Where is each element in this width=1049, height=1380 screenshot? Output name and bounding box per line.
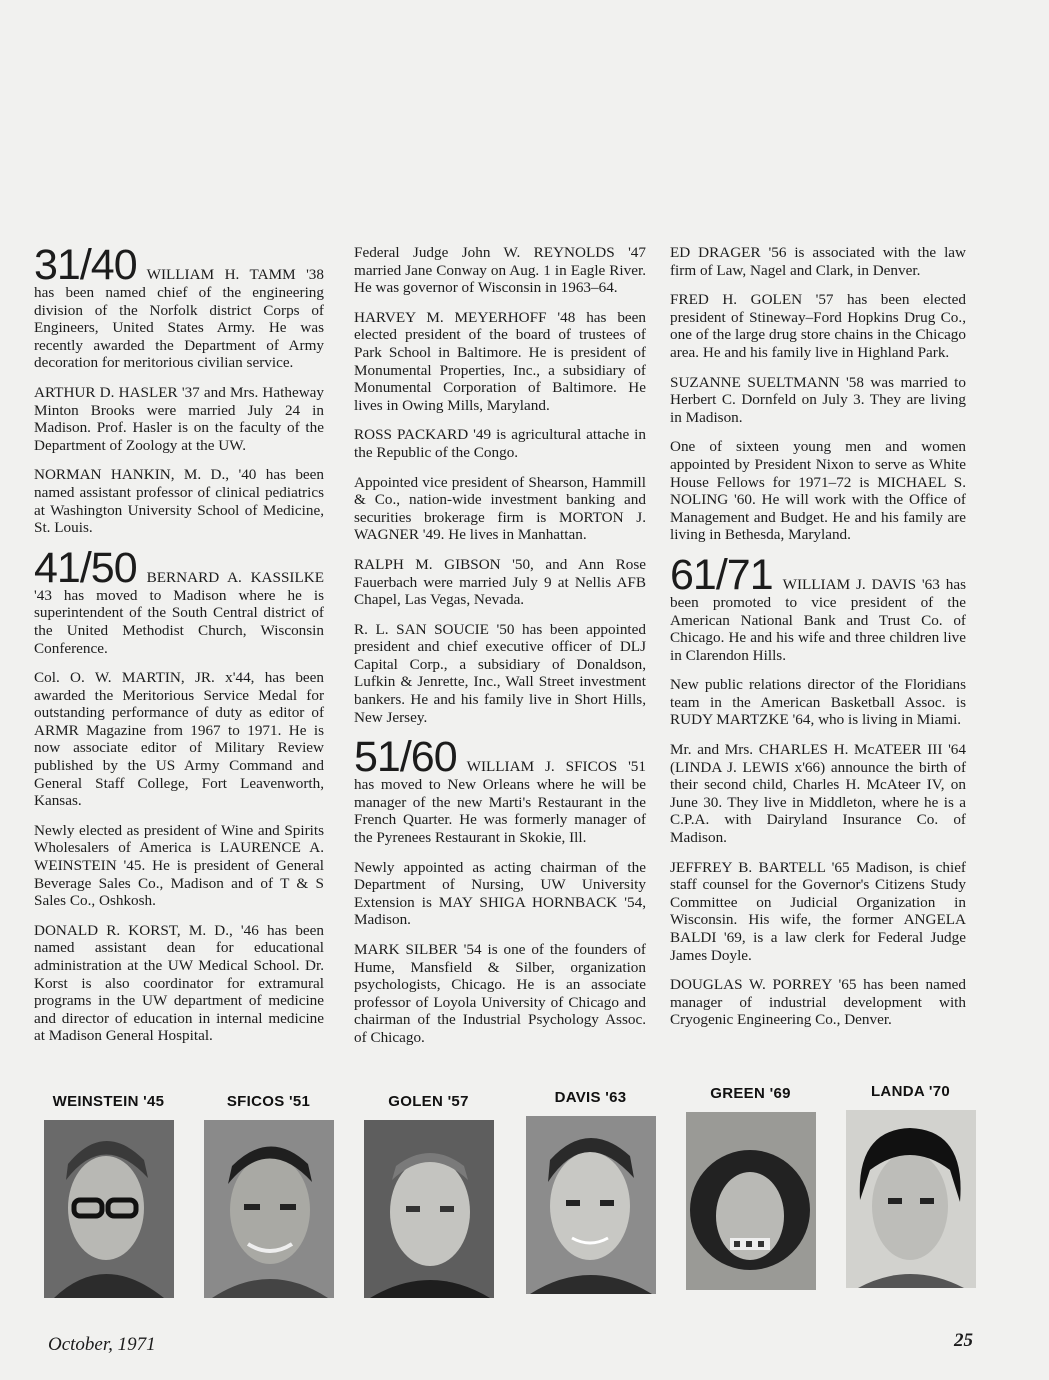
- photo-weinstein: [36, 1090, 181, 1298]
- entry-kassilke: 41/50 BERNARD A. KASSILKE '43 has moved to Madison where he is superintendent of the South Central district of the United Methodist Church, Wisconsin Conference.: [34, 543, 324, 657]
- photo-golen: [356, 1090, 501, 1298]
- photo-davis: [518, 1086, 663, 1294]
- entry-mcateer: Mr. and Mrs. CHARLES H. McATEER III '64 (LINDA J. LEWIS x'66) announce the birth of their second child, Charles H. McAteer IV, on June 30. They live in Middleton, where he is a C.P.A. with Dairyland Insurance Co. of Madison.: [670, 741, 966, 847]
- entry-gibson: RALPH M. GIBSON '50, and Ann Rose Fauerbach were married July 9 at Nellis AFB Chapel, Las Vegas, Nevada.: [354, 555, 646, 609]
- portrait-image: [686, 1112, 816, 1290]
- page-number: 25: [954, 1330, 973, 1351]
- column-2: [354, 244, 646, 1059]
- entry-silber: MARK SILBER '54 is one of the founders of Hume, Mansfield & Silber, organization psychologists, Chicago. He is an associate professor of Loyola University of Chicago and chairman of the Industrial Psychology Assoc. of Chicago.: [354, 941, 646, 1046]
- photo-caption: GREEN '69: [710, 1085, 791, 1102]
- portrait-image: [364, 1120, 494, 1298]
- portrait-sficos-image: [204, 1120, 334, 1298]
- entry-martzke: New public relations director of the Floridians team in the American Basketball Assoc. is RUDY MARTZKE '64, who is living in Miami.: [670, 676, 966, 729]
- entry-drager: ED DRAGER '56 is associated with the law firm of Law, Nagel and Clark, in Denver.: [670, 244, 966, 279]
- entry-porrey: DOUGLAS W. PORREY '65 has been named manager of industrial development with Cryogenic Engineering Co., Denver.: [670, 976, 966, 1029]
- column-1: [34, 241, 324, 1057]
- portrait-golen-image: [364, 1120, 494, 1298]
- entry-davis: 61/71 WILLIAM J. DAVIS '63 has been promoted to vice president of the American National Bank and Trust Co. of Chicago. He and his wife and three children live in Clarendon Hills.: [670, 550, 966, 664]
- column-3: [670, 244, 966, 1041]
- portrait-image: [846, 1110, 976, 1288]
- entry-hornback: Newly appointed as acting chairman of the Department of Nursing, UW University Extension is MAY SHIGA HORNBACK '54, Madison.: [354, 858, 646, 929]
- photo-caption: WEINSTEIN '45: [52, 1093, 165, 1110]
- entry-korst: DONALD R. KORST, M. D., '46 has been named assistant dean for educational administration at the UW Medical School. Dr. Korst is also coordinator for extramural programs in the UW department of medicine and director of education in internal medicine at Madison General Hospital.: [34, 921, 324, 1045]
- photo-green: [678, 1082, 823, 1290]
- entry-noling: One of sixteen young men and women appointed by President Nixon to serve as White House Fellows for 1971–72 is MICHAEL S. NOLING '60. He will work with the Office of Management and Budget. He and his family are living in Bethesda, Maryland.: [670, 438, 966, 544]
- entry-reynolds: Federal Judge John W. REYNOLDS '47 married Jane Conway on Aug. 1 in Eagle River. He was governor of Wisconsin in 1963–64.: [354, 244, 646, 297]
- section-heading-51-60: 51/60: [354, 733, 457, 782]
- entry-golen: FRED H. GOLEN '57 has been elected president of Stineway–Ford Hopkins Drug Co., one of the large drug store chains in the Chicago area. He and his family live in Highland Park.: [670, 291, 966, 361]
- photo-caption: GOLEN '57: [388, 1093, 469, 1110]
- entry-hankin: NORMAN HANKIN, M. D., '40 has been named assistant professor of clinical pediatrics at Washington University School of Medicine, St. Louis.: [34, 466, 324, 537]
- entry-bartell: JEFFREY B. BARTELL '65 Madison, is chief staff counsel for the Governor's Citizens Study Committee on Judicial Organization in Wisconsin. His wife, the former ANGELA BALDI '69, is a law clerk for Federal Judge James Doyle.: [670, 858, 966, 964]
- portrait-davis-image: [526, 1116, 656, 1294]
- portrait-image: [204, 1120, 334, 1298]
- entry-hasler: ARTHUR D. HASLER '37 and Mrs. Hatheway Minton Brooks were married July 24 in Madison. Prof. Hasler is on the faculty of the Department of Zoology at the UW.: [34, 383, 324, 454]
- portrait-landa-image: [846, 1110, 976, 1288]
- portrait-green-image: [686, 1112, 816, 1290]
- portrait-image: [44, 1120, 174, 1298]
- photo-caption: LANDA '70: [870, 1083, 951, 1100]
- entry-tamm: 31/40 WILLIAM H. TAMM '38 has been named chief of the engineering division of the Norfolk district Corps of Engineers, United States Army. He was recently awarded the Department of Army decoration for meritorious civilian service.: [34, 241, 324, 372]
- entry-sueltmann: SUZANNE SUELTMANN '58 was married to Herbert C. Dornfeld on July 3. They are living in Madison.: [670, 373, 966, 426]
- photo-sficos: [196, 1090, 341, 1298]
- section-heading-31-40: 31/40: [34, 241, 137, 289]
- section-heading-41-50: 41/50: [34, 543, 137, 592]
- entry-sficos: 51/60 WILLIAM J. SFICOS '51 has moved to New Orleans where he will be manager of the new Marti's Restaurant in the French Quarter. He was formerly manager of the Pyrenees Restaurant in Skokie, Ill.: [354, 733, 646, 847]
- entry-meyerhoff: HARVEY M. MEYERHOFF '48 has been elected president of the board of trustees of Park School in Baltimore. He is president of Monumental Properties, Inc., a subsidiary of Monumental Corporation of Baltimore. He lives in Owing Mills, Maryland.: [354, 308, 646, 414]
- portrait-weinstein-image: [44, 1120, 174, 1298]
- entry-san-soucie: R. L. SAN SOUCIE '50 has been appointed president and chief executive officer of DLJ Capital Corp., a subsidiary of Donaldson, Lufkin & Jenrette, Inc., Wall Street investment bankers. He and his family live in Short Hills, New Jersey.: [354, 620, 646, 726]
- section-heading-61-71: 61/71: [670, 550, 773, 599]
- entry-wagner: Appointed vice president of Shearson, Hammill & Co., nation-wide investment banking and securities brokerage firm is MORTON J. WAGNER '49. He lives in Manhattan.: [354, 473, 646, 544]
- portrait-image: [526, 1116, 656, 1294]
- photo-caption: DAVIS '63: [554, 1089, 627, 1106]
- entry-packard: ROSS PACKARD '49 is agricultural attache in the Republic of the Congo.: [354, 426, 646, 461]
- entry-weinstein: Newly elected as president of Wine and Spirits Wholesalers of America is LAURENCE A. WEINSTEIN '45. He is president of General Beverage Sales Co., Madison and of T & S Sales Co., Oshkosh.: [34, 821, 324, 910]
- issue-date: October, 1971: [48, 1334, 156, 1355]
- photo-landa: [838, 1080, 983, 1288]
- photo-caption: SFICOS '51: [226, 1093, 311, 1110]
- photo-strip: [36, 1080, 981, 1310]
- entry-martin: Col. O. W. MARTIN, JR. x'44, has been awarded the Meritorious Service Medal for outstanding performance of duty as editor of ARMR Magazine from 1967 to 1971. He is now associate editor of Military Review published by the US Army Command and General Staff College, Fort Leavenworth, Kansas.: [34, 669, 324, 810]
